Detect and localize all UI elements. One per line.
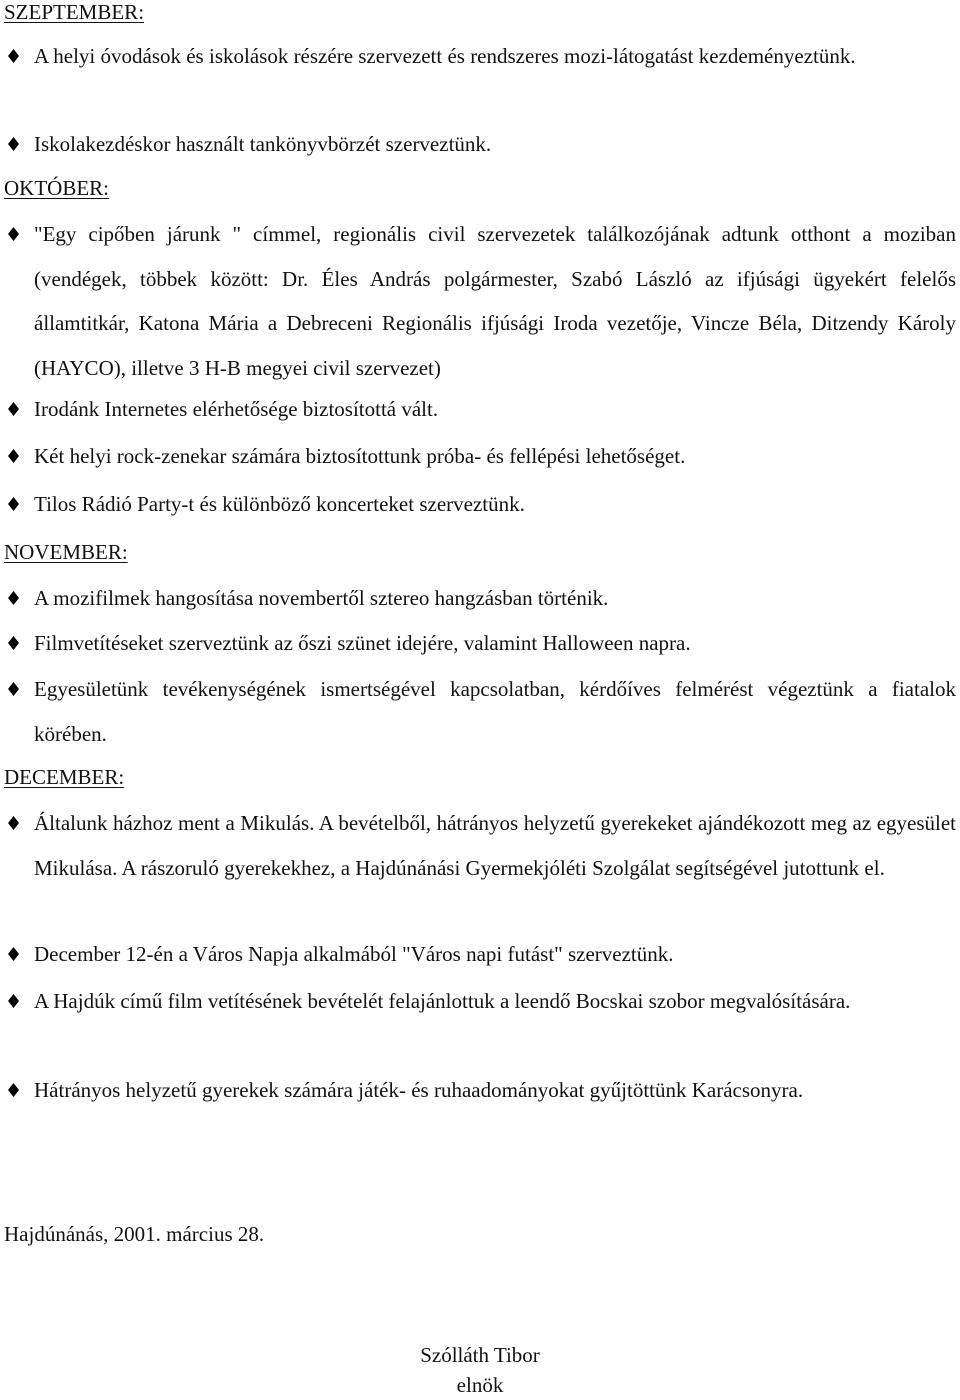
diamond-bullet-icon bbox=[8, 636, 19, 650]
month-heading-november: NOVEMBER: bbox=[4, 540, 128, 564]
diamond-bullet-icon bbox=[8, 682, 19, 696]
list-item: Tilos Rádió Party-t és különböző koncerteket szerveztünk. bbox=[0, 482, 956, 527]
list-item: December 12-én a Város Napja alkalmából "Város napi futást" szerveztünk. bbox=[0, 932, 956, 977]
diamond-bullet-icon bbox=[8, 591, 19, 605]
diamond-bullet-icon bbox=[8, 137, 19, 151]
list-item: Hátrányos helyzetű gyerekek számára játék- és ruhaadományokat gyűjtöttünk Karácsonyra. bbox=[0, 1068, 956, 1113]
signature-block bbox=[360, 1340, 600, 1400]
list-item: Irodánk Internetes elérhetősége biztosítottá vált. bbox=[0, 387, 956, 432]
place-and-date: Hajdúnánás, 2001. március 28. bbox=[4, 1222, 265, 1246]
diamond-bullet-icon bbox=[8, 227, 19, 241]
list-item: Iskolakezdéskor használt tankönyvbörzét szerveztünk. bbox=[0, 122, 956, 167]
signatory-name: Szólláth Tibor bbox=[420, 1343, 540, 1367]
diamond-bullet-icon bbox=[8, 497, 19, 511]
diamond-bullet-icon bbox=[8, 994, 19, 1008]
list-item: "Egy cipőben járunk " címmel, regionális civil szervezetek találkozójának adtunk otthont a moziban (vendégek, többek között: Dr. Éles András polgármester, Szabó László az ifjúsági ügyekért felelős államtitkár, Katona Mária a Debreceni Regionális ifjúsági Iroda vezetője, Vincze Béla, Ditzendy Károly (HAYCO), illetve 3 H-B megyei civil szervezet) bbox=[0, 212, 956, 390]
month-heading-oktober: OKTÓBER: bbox=[4, 176, 110, 200]
diamond-bullet-icon bbox=[8, 1083, 19, 1097]
month-heading-september: SZEPTEMBER: bbox=[4, 0, 145, 24]
list-item: A helyi óvodások és iskolások részére szervezett és rendszeres mozi-látogatást kezdeményeztünk. bbox=[0, 34, 956, 79]
list-item: A mozifilmek hangosítása novembertől sztereo hangzásban történik. bbox=[0, 576, 956, 621]
list-item: Két helyi rock-zenekar számára biztosítottunk próba- és fellépési lehetőséget. bbox=[0, 434, 956, 479]
diamond-bullet-icon bbox=[8, 49, 19, 63]
diamond-bullet-icon bbox=[8, 402, 19, 416]
diamond-bullet-icon bbox=[8, 816, 19, 830]
month-heading-december: DECEMBER: bbox=[4, 765, 125, 789]
list-item: Filmvetítéseket szerveztünk az őszi szünet idejére, valamint Halloween napra. bbox=[0, 621, 956, 666]
list-item: A Hajdúk című film vetítésének bevételét felajánlottuk a leendő Bocskai szobor megvalósítására. bbox=[0, 979, 956, 1024]
diamond-bullet-icon bbox=[8, 947, 19, 961]
signatory-title: elnök bbox=[456, 1373, 504, 1397]
list-item: Egyesületünk tevékenységének ismertségével kapcsolatban, kérdőíves felmérést végeztünk a fiatalok körében. bbox=[0, 667, 956, 756]
diamond-bullet-icon bbox=[8, 449, 19, 463]
list-item: Általunk házhoz ment a Mikulás. A bevételből, hátrányos helyzetű gyerekeket ajándékozott meg az egyesület Mikulása. A rászoruló gyerekekhez, a Hajdúnánási Gyermekjóléti Szolgálat segítségével jutottunk el. bbox=[0, 801, 956, 890]
